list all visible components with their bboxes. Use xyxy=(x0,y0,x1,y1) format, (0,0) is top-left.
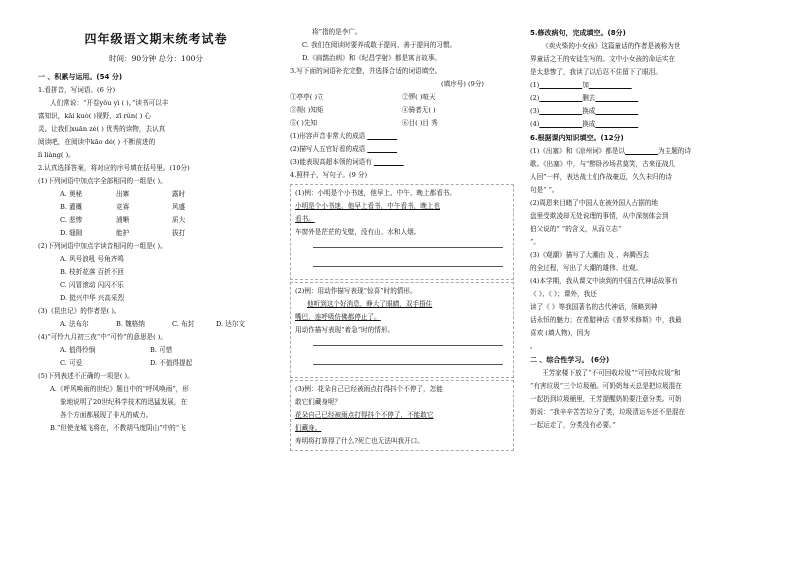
question-text: (3)《观潮》描写了大潮由 及 、奔腾西去 xyxy=(530,251,650,259)
question-heading: 2.认真选择答案，将对应的序号填在括号里。(10分) xyxy=(38,164,190,172)
column-right xyxy=(530,26,760,432)
sub-question: (1)下列词语中加点字全部相同的一组是( )。 xyxy=(38,177,167,185)
sub-question: (5)下列表述不正确的一项是( )。 xyxy=(38,372,134,380)
question-text: 奶说：“我辛辛苦苦垃分了类，垃圾清运车还不是混在 xyxy=(530,408,686,416)
option-row: A. 法布尔 B. 魏格纳 C. 布封 D. 达尔文 xyxy=(60,320,246,328)
example-answer: 花朵自己已经被雨点打得抖个不停了，不能敢它 xyxy=(295,411,434,419)
option-row: B. 枝折花落 百折不回 xyxy=(60,268,124,276)
question-text: 话永恒的魅力；在希腊神话《普罗米修斯》中，我最 xyxy=(530,316,682,324)
question-text: 王芳家楼下放了“不可回收垃圾”“可回收垃圾”和 xyxy=(542,369,681,377)
example-answer: 们藏身。 xyxy=(295,424,322,432)
question-text: 读了《 》等我国著名的古代神话，领略到神 xyxy=(530,303,658,311)
fill-line: (1)_____________加_____________ xyxy=(530,81,632,89)
fill-line: (3)_____________换成_____________ xyxy=(530,107,639,115)
option-text: C. 我们在阅读时要养成敢于提问、善于提问的习惯。 xyxy=(302,41,457,49)
example-box xyxy=(290,282,514,378)
sub-question: (3)《昆虫记》的作者是( )。 xyxy=(38,307,121,315)
option-row: C. 闪冒滚动 闪闪不乐 xyxy=(60,281,124,289)
question-text: 《卖火柴的小女孩》这篇童话的作者是被称为世 xyxy=(542,42,681,50)
exam-title: 四年级语文期末统考试卷 xyxy=(84,32,228,46)
option-text: B.“但使龙城飞将在，不教胡马度阴山”中的“飞 xyxy=(50,424,186,432)
option-row: C. 可爱 D. 不值得提起 xyxy=(60,359,193,367)
question-heading: 6.根据课内知识填空。(12分) xyxy=(530,134,624,142)
question-text: 伯父说的“ ”的含义，从而立志“ xyxy=(530,225,622,233)
question-heading: 1.看拼音，写词语。(6 分) xyxy=(38,86,116,94)
example-text: (1)例：小明是个小书迷，他早上、中午、晚上都看书。 xyxy=(295,189,456,197)
question-text: 句是“ ”。 xyxy=(530,186,559,194)
question-text: 一起扔到垃圾桶里，王芳提醒奶奶要注意分类。可奶 xyxy=(530,395,682,403)
question-text: 的全过程，写出了大潮的雄伟、壮观。 xyxy=(530,264,643,272)
question-heading: 3.写下面的词语补充完整，并选择合适的词语填空。 xyxy=(290,67,442,75)
question-text: 是太悲惨了，我读了以后忍不住留下了眼泪。 xyxy=(530,68,662,76)
option-text: D.《扁鹊治病》和《纪昌学射》都是寓言故事。 xyxy=(302,54,442,62)
option-text: A.《呼风唤雨的世纪》题目中的“呼风唤雨”，形 xyxy=(50,385,189,393)
fill-line: (2)_____________删去_____________ xyxy=(530,94,639,102)
fill-line: (3)能表现高超本领的词语有 _________ xyxy=(290,158,404,166)
option-row: A. 值得怜悯 B. 可惜 xyxy=(60,346,173,354)
option-row: B. 灌概 竞赛 风盛 xyxy=(60,203,186,211)
example-box xyxy=(290,184,514,280)
fill-line: (1)形容声音非常大的成语 _________ xyxy=(290,132,398,140)
question-text: (2)周恩来目睹了中国人在被外国人占据的地 xyxy=(530,199,659,207)
question-text: 喜欢 (填人物)，因为 xyxy=(530,329,590,337)
option-text: 象地说明了20世纪科学技术的迅猛发展，在 xyxy=(60,398,188,406)
question-text: 灵。让我们xuān zé( ) 优秀的读物，去认真 xyxy=(38,125,166,133)
option-row: A. 风号浪吼 号角齐鸣 xyxy=(60,255,124,263)
fill-line: (4)_____________换成_____________ xyxy=(530,120,639,128)
question-heading: 5.修改病句，完成填空。(8分) xyxy=(530,29,626,37)
answer-line[interactable] xyxy=(313,356,503,365)
example-box xyxy=(290,380,514,451)
section-heading: 二 、综合性学习。 (6分) xyxy=(530,356,610,364)
question-text: 人们常说：“开卷yǒu yì ( )。”读书可以丰 xyxy=(50,99,169,107)
answer-line[interactable] xyxy=(313,239,503,248)
option-text: 各个方面都展现了非凡的威力。 xyxy=(60,411,153,419)
question-text: (1)《出塞》和《凉州词》都是以__________为主题的诗 xyxy=(530,147,691,155)
word-row: ⑤( )先知 ⑥目( )目 秀 xyxy=(290,119,438,127)
example-text: (2)例：用动作描写表现“惊喜”时的情形。 xyxy=(295,287,417,295)
question-text: 人回”一样，表达战士们作战豪迈，久久未归的诗 xyxy=(530,173,672,181)
question-text: ”。 xyxy=(530,238,540,246)
question-heading: 4.照样子，写句子。(9 分) xyxy=(290,171,368,179)
question-text: 盘里受欺凌却无处说理的事情，从中深刻体会到 xyxy=(530,212,669,220)
question-text: 歌。《出塞》中，与“醉卧沙场君莫笑，古来征战几 xyxy=(530,160,676,168)
question-points: (填序号) (9分) xyxy=(441,80,484,88)
column-middle xyxy=(290,26,514,453)
question-text: 一起运走了，分类没有必要。” xyxy=(530,421,616,429)
exam-subtitle: 时间：90分钟 总分：100分 xyxy=(109,54,203,63)
prompt-text: 寿明将打算得了什么?死亡也无法叫我开口。 xyxy=(295,437,424,445)
option-row: A. 奥秘 出寨 露时 xyxy=(60,190,186,198)
prompt-text: 用动作描写表现“着急”时的情形。 xyxy=(295,326,395,334)
option-row: C. 悲惨 浦晰 质大 xyxy=(60,216,186,224)
option-row: D. 缝隙 能护 拔打 xyxy=(60,229,186,237)
column-left xyxy=(38,30,274,435)
section-heading: 一 、积累与运用。(54 分) xyxy=(38,73,123,81)
question-text: “有害垃圾”三个垃圾桶。可奶奶每天总是把垃圾混在 xyxy=(530,382,682,390)
example-answer: 看书。 xyxy=(295,215,315,223)
example-answer: 嘴巴，连呼吸仿佛都停止了。 xyxy=(295,313,381,321)
question-text: lì liàng( )。 xyxy=(38,151,75,159)
fill-line: (2)描写人五官好看的成语 _________ xyxy=(290,145,398,153)
example-answer: 他听到这个好消息，睁大了眼睛，双手捂住 xyxy=(307,300,433,308)
prompt-text: 车窗外是茫茫的戈壁，没有山、水和人烟。 xyxy=(295,228,421,236)
question-text: 富知识，kāi kuò( )视野，zī rùn( ) 心 xyxy=(38,112,151,120)
sub-question: (4)“可怜九月初三夜”中“可怜”的意思是( )。 xyxy=(38,333,167,341)
example-answer: 小明是个小书迷，他早上看书，中午看书，晚上也 xyxy=(295,202,441,210)
answer-line[interactable] xyxy=(313,337,503,346)
question-text: 界童话之王的安徒生写的。文中小女孩的命运实在 xyxy=(530,55,676,63)
sub-question: (2)下列词语中加点字读音相同的一组是( )。 xyxy=(38,242,167,250)
example-text: (3)例：花朵自己已经被雨点打得抖个不停了，怎能 xyxy=(295,385,443,393)
word-row: ①亭亭( )立 ②锣( )喧天 xyxy=(290,93,436,101)
question-text: 阅读吧，在阅读中kāo dé( ) 不断前进的 xyxy=(38,138,156,146)
question-text: (4)本学期，我从课文中读到的中国古代神话故事有 xyxy=(530,277,678,285)
option-text: 将”指的是李广。 xyxy=(312,28,362,36)
option-row: D. 挺兴中华 兴高采烈 xyxy=(60,294,125,302)
question-text: 。 xyxy=(530,342,537,350)
answer-line[interactable] xyxy=(313,258,503,267)
question-text: 《 》、《 》；课外，我还 xyxy=(530,290,597,298)
word-row: ③规( )知矩 ④骑者无( ) xyxy=(290,106,436,114)
example-text: 敢它们藏身呢？ xyxy=(295,398,342,406)
